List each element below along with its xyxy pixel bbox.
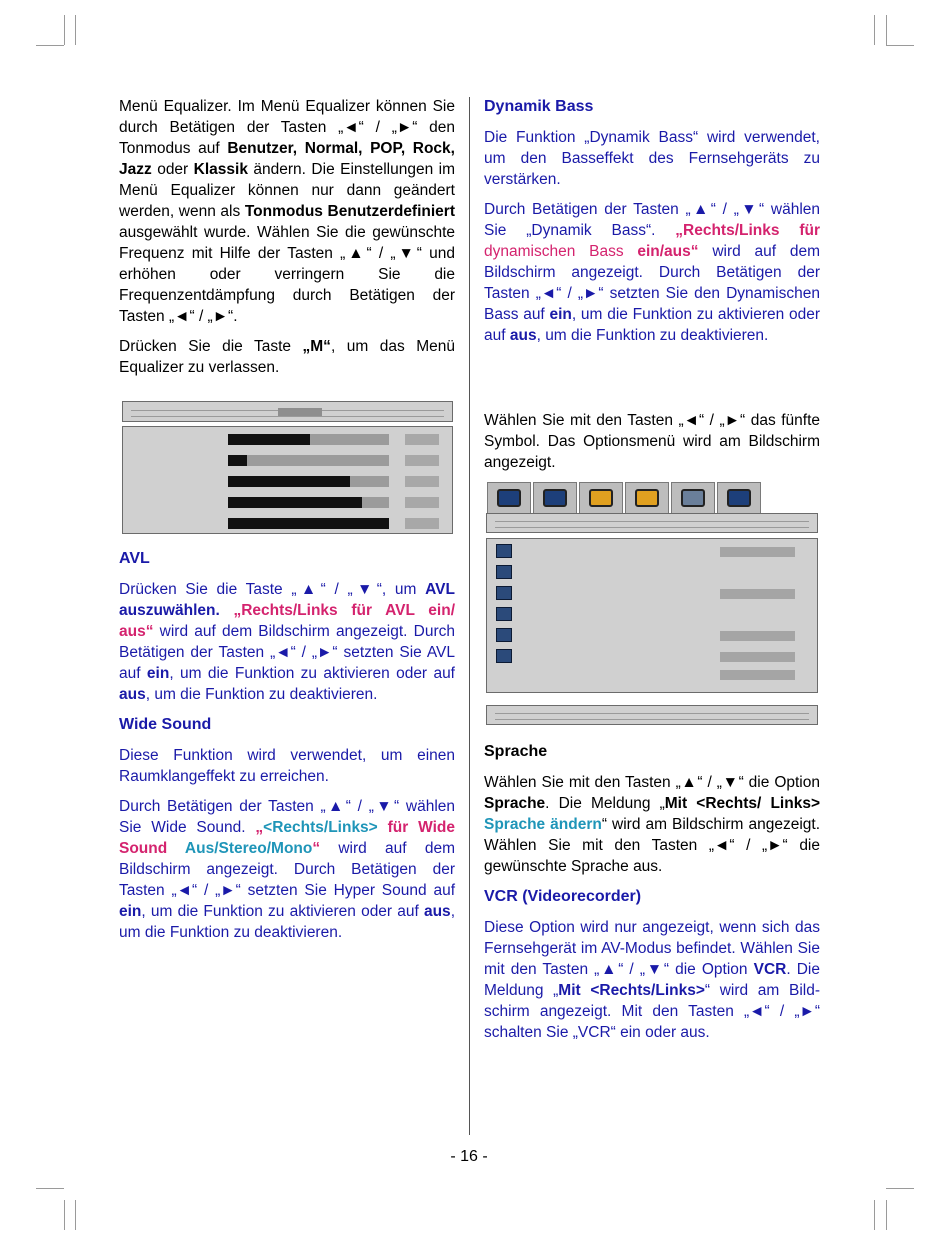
menu-tab[interactable] <box>717 482 761 514</box>
audio-icon <box>496 649 512 663</box>
equalizer-band-value <box>405 476 439 487</box>
equalizer-band-value <box>405 497 439 508</box>
left-column-top <box>119 96 455 387</box>
dynamik-bass-intro: Die Funktion „Dynamik Bass“ wird verwendet, um den Basseffekt des Fernsehgeräts zu verstärken. <box>484 129 820 188</box>
menu-icon <box>496 586 512 600</box>
display-icon <box>496 565 512 579</box>
option-value-box <box>720 589 795 599</box>
menu-tab[interactable] <box>579 482 623 514</box>
option-value-box <box>720 652 795 662</box>
equalizer-title-bar <box>122 401 453 422</box>
menu-tab[interactable] <box>671 482 715 514</box>
select-option-text <box>484 410 820 482</box>
vcr-heading: VCR (Videorecorder) <box>484 888 642 905</box>
wide-sound-paragraph: Durch Betätigen der Tasten „▲“ / „▼“ wählen Sie Wide Sound. „<Rechts/Links> für Wide Sound Aus/Stereo/Mono“ wird auf dem Bildschirm angezeigt. Durch Betätigen der Tasten „◄“ / „►“ setzten Sie Hyper Sound auf ein, um die Funktion zu aktivieren oder auf aus, um die Funktion zu deaktivieren. <box>119 798 455 941</box>
equalizer-band-bar <box>228 518 389 529</box>
option-value-box <box>720 547 795 557</box>
list-icon <box>496 628 512 642</box>
source-icon <box>727 489 751 507</box>
option-value-box <box>720 670 795 680</box>
menu-tab[interactable] <box>487 482 531 514</box>
equalizer-band-level <box>228 497 362 508</box>
equalizer-band-level <box>228 434 310 445</box>
menu-tab[interactable] <box>533 482 577 514</box>
avl-paragraph: Drücken Sie die Taste „▲“ / „▼“, um AVL auszuwählen. „Rechts/Links für AVL ein/ aus“ wird auf dem Bildschirm angezeigt. Durch Betätigen der Tasten „◄“ / „►“ setzten Sie AVL auf ein, um die Funktion zu aktivieren oder auf aus, um die Funktion zu deaktivieren. <box>119 581 455 703</box>
options-status-bar <box>486 705 818 725</box>
select-symbol-paragraph: Wählen Sie mit den Tasten „◄“ / „►“ das fünfte Symbol. Das Optionsmenü wird am Bildschirm angezeigt. <box>484 412 820 471</box>
options-icon <box>681 489 705 507</box>
equalizer-band-bar <box>228 455 389 466</box>
vcr-paragraph: Diese Option wird nur angezeigt, wenn sich das Fernsehgerät im AV-Modus befindet. Wählen Sie mit den Tasten „▲“ / „▼“ die Option VCR. Die Meldung „Mit <Rechts/Links>“ wird am Bild-schirm angezeigt. Mit den Tasten „◄“ / „►“ schalten Sie „VCR“ ein oder aus. <box>484 919 820 1041</box>
equalizer-band-bar <box>228 434 389 445</box>
equalizer-band-value <box>405 455 439 466</box>
right-column-bottom <box>484 741 820 1052</box>
option-value-box <box>720 631 795 641</box>
equalizer-band-value <box>405 518 439 529</box>
exit-equalizer-paragraph: Drücken Sie die Taste „M“, um das Menü Equalizer zu verlassen. <box>119 338 455 376</box>
sprache-paragraph: Wählen Sie mit den Tasten „▲“ / „▼“ die Option Sprache. Die Meldung „Mit <Rechts/ Links> Sprache ändern“ wird am Bildschirm angezeigt. Wählen Sie mit den Tasten „◄“ / „►“ die gewünschte Sprache aus. <box>484 774 820 875</box>
screen-icon <box>543 489 567 507</box>
right-column-top <box>484 96 820 355</box>
equalizer-band-level <box>228 476 350 487</box>
equalizer-panel <box>122 426 453 534</box>
equalizer-band-value <box>405 434 439 445</box>
equalizer-band-bar <box>228 497 389 508</box>
wide-sound-intro: Diese Funktion wird verwendet, um einen Raumklangeffekt zu erreichen. <box>119 747 455 785</box>
page-number: - 16 - <box>450 1148 488 1165</box>
equalizer-band-bar <box>228 476 389 487</box>
dynamik-bass-paragraph: Durch Betätigen der Tasten „▲“ / „▼“ wählen Sie „Dynamik Bass“. „Rechts/Links für dynamischen Bass ein/aus“ wird auf dem Bildschirm angezeigt. Durch Betätigen der Tasten „◄“ / „►“ setzten Sie den Dynamischen Bass auf ein, um die Funktion zu aktivieren oder auf aus, um die Funktion zu deaktivieren. <box>484 201 820 344</box>
avl-heading: AVL <box>119 550 150 567</box>
equalizer-band-level <box>228 455 247 466</box>
left-column-bottom <box>119 548 455 952</box>
settings-icon <box>496 544 512 558</box>
dynamik-bass-heading: Dynamik Bass <box>484 98 594 115</box>
sound-icon <box>635 489 659 507</box>
menu-tab[interactable] <box>625 482 669 514</box>
picture-icon <box>497 489 521 507</box>
feature-icon <box>589 489 613 507</box>
sprache-heading: Sprache <box>484 743 548 760</box>
equalizer-band-level <box>228 518 389 529</box>
wide-sound-heading: Wide Sound <box>119 716 212 733</box>
options-title-bar <box>486 513 818 533</box>
column-divider <box>469 97 470 1135</box>
lock-icon <box>496 607 512 621</box>
equalizer-paragraph: Menü Equalizer. Im Menü Equalizer können Sie durch Betätigen der Tasten „◄“ / „►“ den Tonmodus auf Benutzer, Normal, POP, Rock, Jazz oder Klassik ändern. Die Einstellungen im Menü Equalizer können nur dann geändert werden, wenn als Tonmodus Benutzerdefiniert ausgewählt wurde. Wählen Sie die gewünschte Frequenz mit Hilfe der Tasten „▲“ / „▼“ und erhöhen oder verringern Sie die Frequenzentdämpfung durch Betätigen der Tasten „◄“ / „►“. <box>119 98 455 325</box>
